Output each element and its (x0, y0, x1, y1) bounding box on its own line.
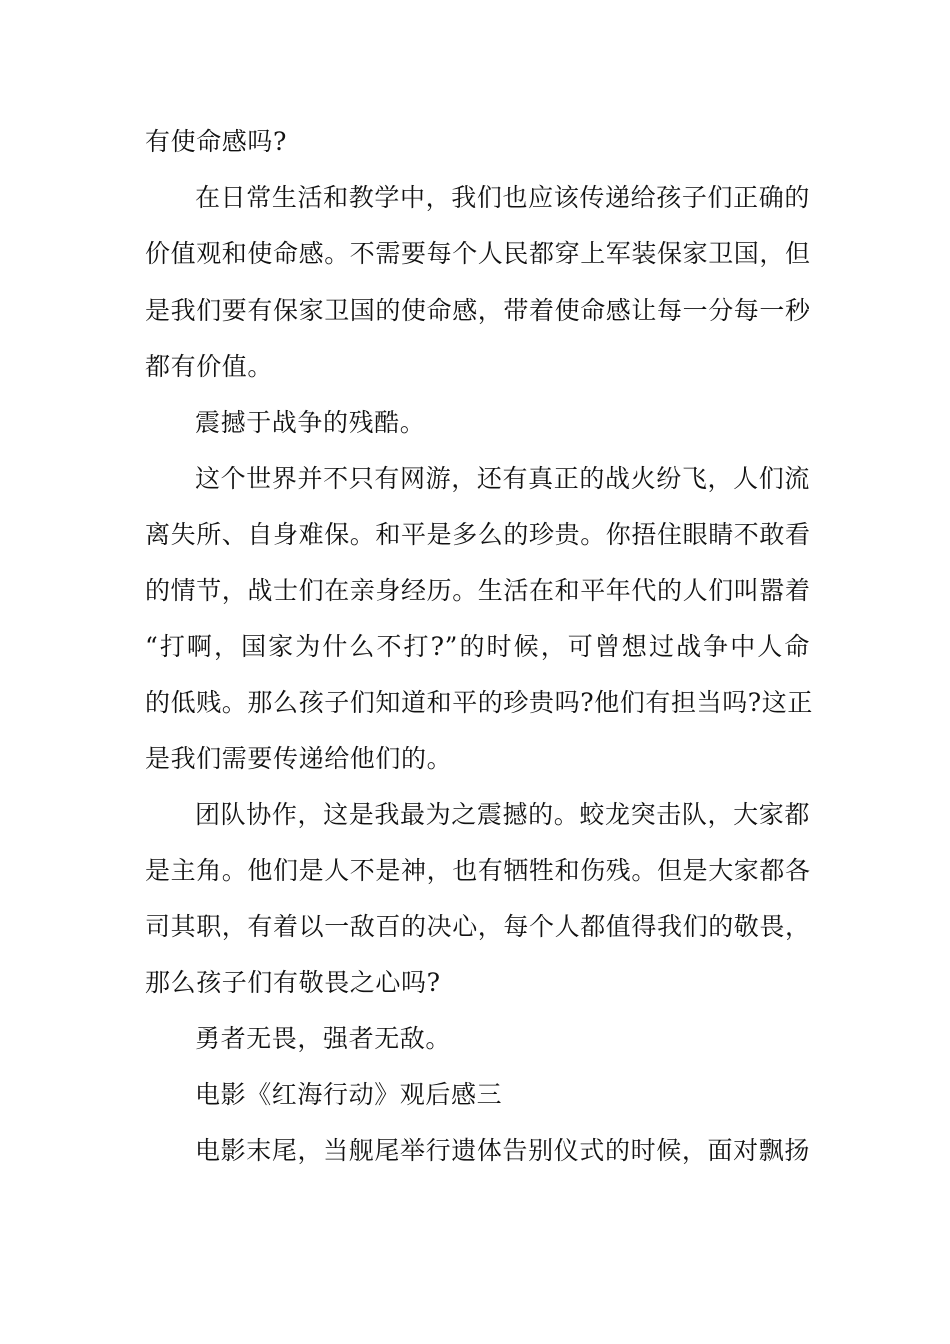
paragraph-first-line: 团队协作，这是我最为之震撼的。蛟龙突击队，大家都 (195, 800, 810, 829)
text-line: 是主角。他们是人不是神，也有牺牲和伤残。但是大家都各 (145, 856, 811, 885)
text-line: 的低贱。那么孩子们知道和平的珍贵吗?他们有担当吗?这正 (145, 688, 814, 717)
paragraph-first-line: 电影末尾，当舰尾举行遗体告别仪式的时候，面对飘扬 (195, 1136, 810, 1165)
text-line: 价值观和使命感。不需要每个人民都穿上军装保家卫国，但 (145, 239, 811, 268)
text-line: 离失所、自身难保。和平是多么的珍贵。你捂住眼睛不敢看 (145, 520, 811, 549)
text-line: 的情节，战士们在亲身经历。生活在和平年代的人们叫嚣着 (145, 576, 811, 605)
text-line: 司其职，有着以一敌百的决心，每个人都值得我们的敬畏， (145, 912, 811, 941)
text-line: 是我们需要传递给他们的。 (145, 744, 453, 773)
text-line: 有使命感吗? (145, 127, 288, 156)
text-line: 是我们要有保家卫国的使命感，带着使命感让每一分每一秒 (145, 296, 811, 325)
paragraph-first-line: 震撼于战争的残酷。 (195, 408, 426, 437)
text-line: “打啊，国家为什么不打?”的时候，可曾想过战争中人命 (145, 632, 810, 661)
text-line: 那么孩子们有敬畏之心吗? (145, 968, 441, 997)
text-line: 都有价值。 (145, 352, 274, 381)
paragraph-first-line: 在日常生活和教学中，我们也应该传递给孩子们正确的 (195, 183, 810, 212)
paragraph-first-line: 这个世界并不只有网游，还有真正的战火纷飞，人们流 (195, 464, 810, 493)
paragraph-first-line: 勇者无畏，强者无敌。 (195, 1024, 452, 1053)
section-heading: 电影《红海行动》观后感三 (195, 1080, 503, 1109)
